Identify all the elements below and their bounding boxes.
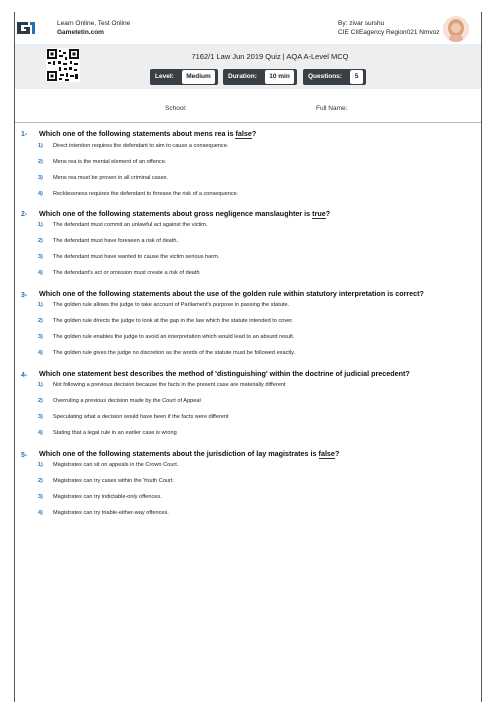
- option-text[interactable]: Mens rea must be proven in all criminal cases.: [53, 175, 169, 181]
- option-number[interactable]: 2): [38, 159, 43, 165]
- option-number[interactable]: 1): [38, 302, 43, 308]
- site-tagline: Learn Online, Test Online: [57, 20, 131, 27]
- option-number[interactable]: 1): [38, 143, 43, 149]
- level-value: Medium: [182, 70, 215, 84]
- option-number[interactable]: 2): [38, 478, 43, 484]
- option-number[interactable]: 2): [38, 318, 43, 324]
- option-number[interactable]: 3): [38, 254, 43, 260]
- question-text-end: ?: [325, 209, 331, 218]
- question-keyword: false: [318, 449, 335, 458]
- option-text[interactable]: Stating that a legal rule in an earlier case is wrong: [53, 430, 177, 436]
- divider: [15, 122, 481, 123]
- question-text: [39, 369, 410, 378]
- option-text[interactable]: Magistrates can try triable-either-way offences.: [53, 510, 169, 516]
- questions-badge: [303, 69, 366, 85]
- questions-label: Questions:: [308, 73, 342, 80]
- option-text[interactable]: Magistrates can try cases within the Youth Court.: [53, 478, 174, 484]
- question-text: [39, 289, 424, 298]
- avatar-portrait-icon: [443, 16, 469, 42]
- question-text-main: Which one statement best describes the method of 'distinguishing' within the doctrine of judicial precedent?: [39, 369, 410, 378]
- option-number[interactable]: 2): [38, 398, 43, 404]
- option-number[interactable]: 1): [38, 382, 43, 388]
- question-text: [39, 449, 339, 458]
- option-text[interactable]: Direct intention requires the defendant to aim to cause a consequence.: [53, 143, 229, 149]
- option-text[interactable]: The defendant's act or omission must create a risk of death: [53, 270, 200, 276]
- option-number[interactable]: 3): [38, 334, 43, 340]
- question-number: 5-: [21, 452, 28, 459]
- option-number[interactable]: 1): [38, 222, 43, 228]
- option-text[interactable]: Magistrates can sit on appeals in the Crown Court.: [53, 462, 179, 468]
- question-text-end: ?: [251, 129, 257, 138]
- question-number: 1-: [21, 131, 28, 138]
- site-name[interactable]: Gametetin.com: [57, 29, 104, 36]
- option-number[interactable]: 3): [38, 494, 43, 500]
- option-text[interactable]: Magistrates can try indictable-only offences.: [53, 494, 162, 500]
- option-text[interactable]: Recklessness requires the defendant to foresee the risk of a consequence.: [53, 191, 239, 197]
- option-number[interactable]: 4): [38, 270, 43, 276]
- author-organization: CIE CIIEagency Region021 Nmvoz: [338, 29, 440, 36]
- full-name-field[interactable]: Full Name:: [316, 105, 348, 112]
- option-text[interactable]: The defendant must have wanted to cause the victim serious harm.: [53, 254, 220, 260]
- duration-value: 10 min: [265, 70, 294, 84]
- option-text[interactable]: Speculating what a decision would have been if the facts were different: [53, 414, 229, 420]
- question-keyword: false: [235, 129, 252, 138]
- school-field[interactable]: School:: [165, 105, 187, 112]
- question-text-end: ?: [334, 449, 340, 458]
- option-number[interactable]: 4): [38, 430, 43, 436]
- duration-label: Duration:: [228, 73, 257, 80]
- question-text: [39, 129, 256, 138]
- option-text[interactable]: Mens rea is the mental element of an offence.: [53, 159, 167, 165]
- avatar: [443, 16, 469, 42]
- option-number[interactable]: 2): [38, 238, 43, 244]
- option-text[interactable]: Overruling a previous decision made by the Court of Appeal: [53, 398, 201, 404]
- question-text: [39, 209, 330, 218]
- option-number[interactable]: 4): [38, 510, 43, 516]
- option-number[interactable]: 4): [38, 191, 43, 197]
- option-text[interactable]: The golden rule allows the judge to take account of Parliament's purpose in passing the statute.: [53, 302, 290, 308]
- question-number: 3-: [21, 292, 28, 299]
- quiz-title: 7162/1 Law Jun 2019 Quiz | AQA A-Level MCQ: [191, 52, 349, 61]
- option-number[interactable]: 3): [38, 414, 43, 420]
- question-number: 4-: [21, 372, 28, 379]
- question-number: 2-: [21, 211, 28, 218]
- question-text-main: Which one of the following statements about the jurisdiction of lay magistrates is: [39, 449, 319, 458]
- option-text[interactable]: The golden rule enables the judge to avoid an interpretation which would lead to an absurd result.: [53, 334, 295, 340]
- qr-code-icon[interactable]: [46, 48, 80, 82]
- page-frame: [14, 12, 482, 702]
- author: By: zivar surshu: [338, 20, 385, 27]
- option-number[interactable]: 4): [38, 350, 43, 356]
- level-badge: [150, 69, 218, 85]
- option-text[interactable]: The golden rule directs the judge to look at the gap in the law which the statute intended to cover.: [53, 318, 294, 324]
- option-text[interactable]: The golden rule gives the judge no discretion as the words of the statute must be followed exactly.: [53, 350, 296, 356]
- gametetin-logo-icon: [14, 18, 38, 38]
- question-text-main: Which one of the following statements about mens rea is: [39, 129, 236, 138]
- question-keyword: true: [312, 209, 326, 218]
- duration-badge: [223, 69, 297, 85]
- option-text[interactable]: The defendant must commit an unlawful act against the victim.: [53, 222, 208, 228]
- option-text[interactable]: Not following a previous decision because the facts in the present case are materially different: [53, 382, 286, 388]
- question-text-main: Which one of the following statements about the use of the golden rule within statutory interpretation is correct?: [39, 289, 424, 298]
- question-text-main: Which one of the following statements about gross negligence manslaughter is: [39, 209, 313, 218]
- option-text[interactable]: The defendant must have foreseen a risk of death.: [53, 238, 179, 244]
- questions-value: 5: [350, 70, 363, 84]
- option-number[interactable]: 3): [38, 175, 43, 181]
- option-number[interactable]: 1): [38, 462, 43, 468]
- level-label: Level:: [155, 73, 174, 80]
